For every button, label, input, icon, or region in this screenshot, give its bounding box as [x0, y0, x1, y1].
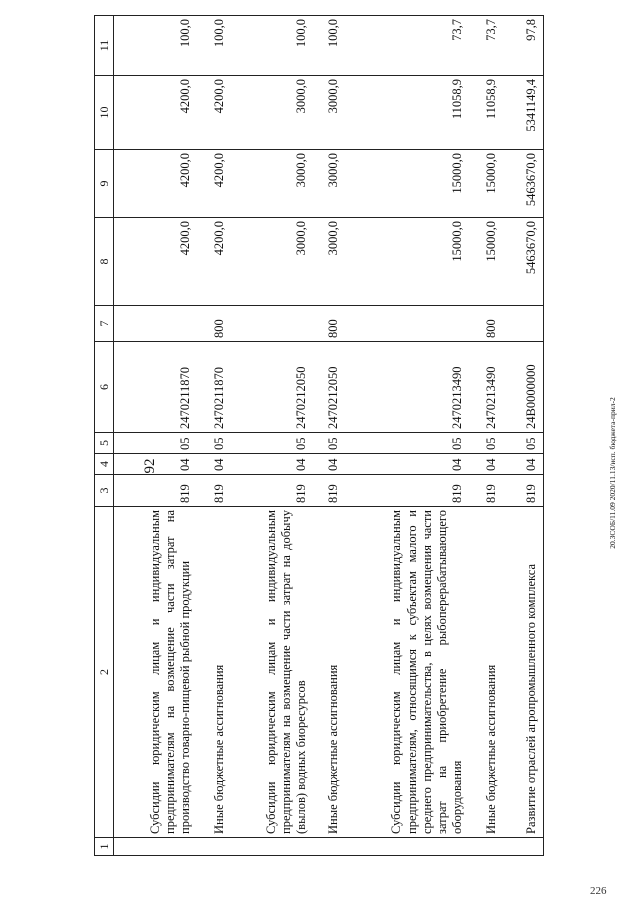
cell-col-10: 3000,0	[232, 76, 314, 150]
table-row	[504, 16, 544, 856]
cell-subsection: 05	[346, 433, 470, 454]
cell-ministry: 819	[198, 475, 232, 507]
cell-col-11: 100,0	[114, 16, 198, 76]
cell-col-10: 4200,0	[198, 76, 232, 150]
row-name: Иные бюджетные ассигнования	[314, 507, 346, 838]
cell-col-10: 5341149,4	[504, 76, 544, 150]
rotated-page	[94, 19, 542, 856]
cell-target-article: 2470212050	[232, 342, 314, 433]
cell-col-11: 100,0	[232, 16, 314, 76]
cell-col-9: 3000,0	[314, 150, 346, 218]
column-header: 7	[95, 306, 114, 342]
table-row	[198, 16, 232, 856]
cell-col-11: 100,0	[314, 16, 346, 76]
column-header: 11	[95, 16, 114, 76]
cell-col-10: 3000,0	[314, 76, 346, 150]
cell-subsection: 05	[232, 433, 314, 454]
row-name: Развитие отраслей агропромышленного комплекса	[504, 507, 544, 838]
cell-expense-type	[114, 306, 198, 342]
cell-section: 04	[470, 454, 504, 475]
cell-section: 04	[314, 454, 346, 475]
cell-col-11: 97,8	[504, 16, 544, 76]
cell-subsection: 05	[314, 433, 346, 454]
cell-ministry: 819	[232, 475, 314, 507]
cell-col-8: 15000,0	[346, 218, 470, 306]
row-number-cell	[504, 838, 544, 856]
corner-page-number: 226	[590, 885, 607, 897]
cell-subsection: 05	[504, 433, 544, 454]
row-name: Субсидии юридическим лицам и индивидуальным предпринимателям на возмещение части затрат на производство товарно-пищевой рыбной продукции	[114, 507, 198, 838]
header-row	[95, 16, 114, 856]
cell-section: 04	[504, 454, 544, 475]
cell-target-article: 2470211870	[114, 342, 198, 433]
cell-ministry: 819	[314, 475, 346, 507]
table-row	[470, 16, 504, 856]
cell-target-article: 2470212050	[314, 342, 346, 433]
row-name: Иные бюджетные ассигнования	[470, 507, 504, 838]
cell-col-8: 15000,0	[470, 218, 504, 306]
cell-section: 04	[346, 454, 470, 475]
column-header: 3	[95, 475, 114, 507]
cell-col-10: 11058,9	[346, 76, 470, 150]
cell-col-8: 4200,0	[198, 218, 232, 306]
cell-ministry: 819	[114, 475, 198, 507]
cell-subsection: 05	[470, 433, 504, 454]
footer-code: 20.3СОБ/11.09 2020/11.13/исп. бюджета-прил-2	[608, 397, 617, 549]
cell-target-article: 2470211870	[198, 342, 232, 433]
table-row	[232, 16, 314, 856]
budget-table	[94, 15, 544, 856]
cell-subsection: 05	[198, 433, 232, 454]
cell-col-8: 3000,0	[232, 218, 314, 306]
cell-ministry: 819	[346, 475, 470, 507]
cell-col-10: 11058,9	[470, 76, 504, 150]
table-row	[314, 16, 346, 856]
cell-subsection: 05	[114, 433, 198, 454]
cell-target-article: 2470213490	[470, 342, 504, 433]
cell-expense-type: 800	[314, 306, 346, 342]
column-header: 10	[95, 76, 114, 150]
table-row	[346, 16, 470, 856]
cell-target-article: 2470213490	[346, 342, 470, 433]
row-name: Субсидии юридическим лицам и индивидуальным предпринимателям на возмещение части затрат на добычу (вылов) водных биоресурсов	[232, 507, 314, 838]
column-header: 4	[95, 454, 114, 475]
row-number-cell	[198, 838, 232, 856]
page-number: 92	[142, 458, 158, 474]
cell-col-9: 4200,0	[114, 150, 198, 218]
cell-col-10: 4200,0	[114, 76, 198, 150]
row-number-cell	[232, 838, 314, 856]
row-name: Иные бюджетные ассигнования	[198, 507, 232, 838]
row-name: Субсидии юридическим лицам и индивидуальным предпринимателям, относящимся к субъектам малого и среднего предпринимательства, в целях возмещения части затрат на приобретение рыбоперерабатывающего оборудования	[346, 507, 470, 838]
cell-col-8: 3000,0	[314, 218, 346, 306]
table-body	[95, 16, 544, 856]
cell-expense-type	[232, 306, 314, 342]
column-header: 9	[95, 150, 114, 218]
cell-col-8: 4200,0	[114, 218, 198, 306]
row-number-cell	[346, 838, 470, 856]
row-number-cell	[114, 838, 198, 856]
row-number-cell	[314, 838, 346, 856]
cell-section: 04	[198, 454, 232, 475]
cell-ministry: 819	[504, 475, 544, 507]
cell-section: 04	[232, 454, 314, 475]
cell-col-11: 73,7	[346, 16, 470, 76]
cell-col-9: 15000,0	[470, 150, 504, 218]
table-row	[114, 16, 198, 856]
cell-expense-type: 800	[470, 306, 504, 342]
cell-col-8: 5463670,0	[504, 218, 544, 306]
cell-target-article: 24В0000000	[504, 342, 544, 433]
column-header: 5	[95, 433, 114, 454]
column-header: 8	[95, 218, 114, 306]
cell-expense-type: 800	[198, 306, 232, 342]
cell-col-9: 15000,0	[346, 150, 470, 218]
cell-col-9: 3000,0	[232, 150, 314, 218]
row-number-cell	[470, 838, 504, 856]
cell-col-9: 5463670,0	[504, 150, 544, 218]
cell-section: 04	[114, 454, 198, 475]
cell-col-11: 100,0	[198, 16, 232, 76]
cell-expense-type	[504, 306, 544, 342]
cell-col-9: 4200,0	[198, 150, 232, 218]
cell-expense-type	[346, 306, 470, 342]
cell-ministry: 819	[470, 475, 504, 507]
column-header: 6	[95, 342, 114, 433]
column-header: 1	[95, 838, 114, 856]
column-header: 2	[95, 507, 114, 838]
cell-col-11: 73,7	[470, 16, 504, 76]
